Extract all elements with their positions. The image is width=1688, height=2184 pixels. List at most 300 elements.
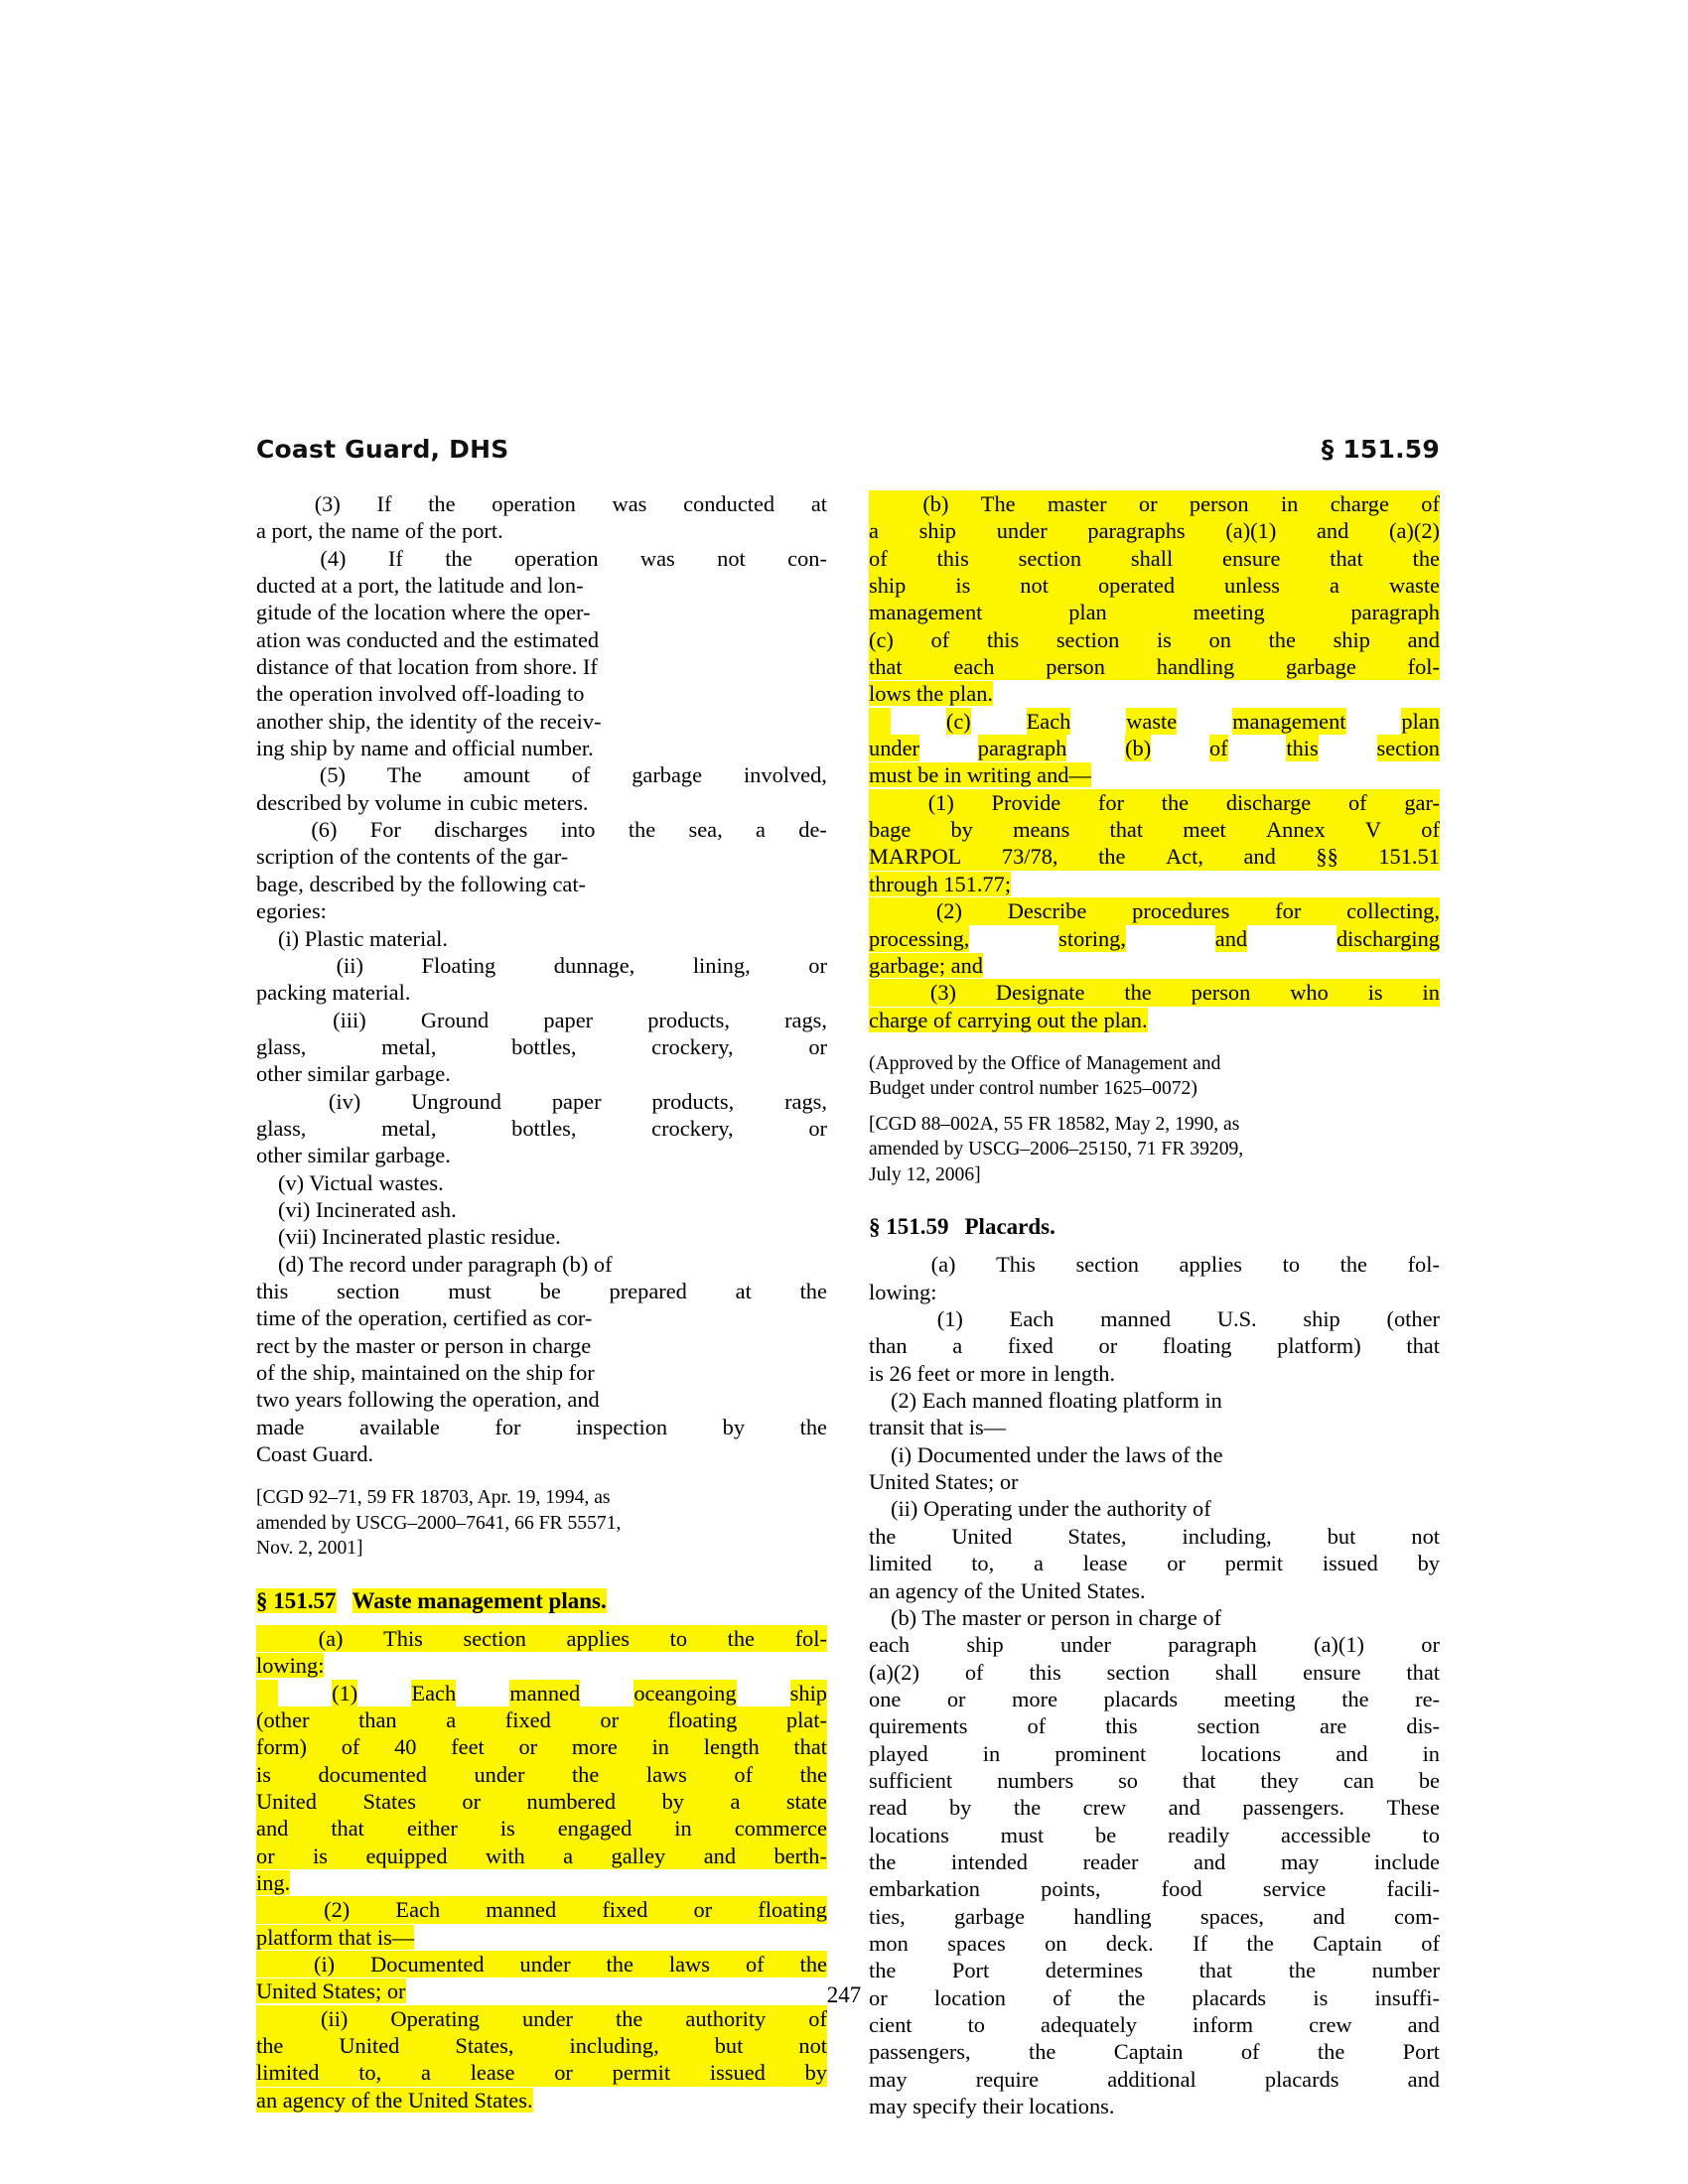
word: not [1020, 573, 1049, 599]
word: available [359, 1414, 440, 1439]
word: in [651, 1734, 669, 1760]
word: amount [463, 762, 530, 788]
word: re- [1415, 1686, 1440, 1711]
word: this [986, 626, 1020, 652]
paragraph-b-151-59 [869, 1604, 1440, 2120]
text-line: distance of that location from shore. If [256, 654, 598, 680]
word: section [1376, 736, 1440, 761]
word: and [1407, 2012, 1440, 2037]
word: unless [1224, 573, 1281, 599]
word: (1) [936, 1306, 963, 1332]
text-line: (d) The record under paragraph (b) of [278, 1251, 613, 1277]
list-item-vii [256, 1223, 827, 1250]
word: (ii) [321, 2005, 349, 2031]
word: under [996, 518, 1048, 544]
word: or [256, 1843, 275, 1868]
word: form) [256, 1734, 307, 1760]
text-line: an agency of the United States. [869, 1577, 1146, 1603]
word: fixed [1007, 1333, 1054, 1359]
word: (2) [324, 1897, 351, 1923]
word: glass, [256, 1115, 307, 1141]
word: for [1097, 789, 1125, 815]
paragraph-a-151-57 [256, 1625, 827, 1680]
word: to [669, 1625, 688, 1651]
word: (iii) [333, 1007, 366, 1032]
word: placards [1103, 1686, 1179, 1711]
word: metal, [381, 1033, 437, 1059]
section-heading-151-59 [869, 1213, 1440, 1241]
word: crockery, [651, 1033, 734, 1059]
word: meeting [1193, 600, 1265, 625]
word: of [1240, 2039, 1260, 2065]
word: the [799, 1761, 827, 1787]
word: this [1286, 736, 1319, 761]
word: ship [869, 573, 907, 599]
word: each [869, 1632, 911, 1658]
word: placards [1264, 2066, 1339, 2092]
text-line: (Approved by the Office of Management and [869, 1052, 1221, 1074]
word: permit [1224, 1551, 1284, 1576]
section-title: Placards. [964, 1214, 1055, 1240]
word: the [1288, 1958, 1317, 1983]
paragraph-d [256, 1251, 827, 1468]
word: the [1268, 626, 1296, 652]
word: passengers. [1242, 1795, 1345, 1821]
word: berth- [774, 1843, 827, 1868]
word: handling [1156, 654, 1235, 680]
word: The [980, 491, 1016, 516]
word: (1) [927, 789, 954, 815]
word: is [499, 1816, 515, 1842]
word: operated [1097, 573, 1176, 599]
word: de- [798, 817, 827, 843]
word: paragraph [977, 736, 1067, 761]
word: means [1013, 817, 1070, 843]
word: Each [1009, 1306, 1055, 1332]
word: galley [611, 1843, 666, 1868]
word: the [1412, 545, 1440, 571]
paragraph-a2ii-151-59 [869, 1495, 1440, 1603]
word: a [420, 2060, 431, 2086]
word: management [869, 600, 983, 625]
word: is [955, 573, 971, 599]
word: fol- [794, 1625, 827, 1651]
word: with [485, 1843, 525, 1868]
word: are [1320, 1713, 1347, 1739]
word: that [1406, 1659, 1440, 1685]
word: fixed [504, 1706, 551, 1732]
word: was [639, 545, 675, 571]
section-number: § 151.57 [256, 1587, 337, 1613]
word: issued [709, 2060, 766, 2086]
word: or [1167, 1551, 1186, 1576]
word: accessible [1280, 1822, 1371, 1847]
word: the [606, 1952, 633, 1977]
running-head [256, 435, 1440, 469]
word: numbers [997, 1767, 1074, 1793]
word: procedures [1132, 898, 1230, 924]
word: is [1156, 626, 1172, 652]
word: sea, [688, 817, 723, 843]
text-line: platform that is— [256, 1924, 415, 1950]
word: a [1330, 573, 1339, 599]
word: ensure [1222, 545, 1281, 571]
word: (b) [922, 491, 949, 516]
word: If [376, 491, 392, 516]
word: limited [869, 1551, 932, 1576]
word: to [1422, 1822, 1440, 1847]
text-line: Coast Guard. [256, 1441, 374, 1467]
word: fixed [602, 1897, 648, 1923]
word: insuffi- [1374, 1984, 1440, 2010]
word: United [951, 1523, 1013, 1549]
word: or [869, 1984, 888, 2010]
word: spaces, [1199, 1903, 1264, 1929]
word: at [810, 491, 827, 516]
word: the [571, 1761, 600, 1787]
word: inform [1193, 2012, 1254, 2037]
word: paragraph [1350, 600, 1440, 625]
word: in [1280, 491, 1299, 516]
paragraph-a2ii-151-57 [256, 2005, 827, 2114]
word: ship [1333, 626, 1370, 652]
running-head-left: Coast Guard, DHS [256, 435, 509, 464]
word: a [1033, 1551, 1044, 1576]
word: of [1027, 1713, 1047, 1739]
word: of [1421, 491, 1440, 516]
word: and [1313, 1903, 1345, 1929]
text-line: amended by USCG–2006–25150, 71 FR 39209, [869, 1139, 1244, 1160]
word: shall [1130, 545, 1174, 571]
paragraph-6 [256, 816, 827, 924]
word: by [948, 1795, 972, 1821]
word: plat- [785, 1706, 827, 1732]
word: at [735, 1278, 752, 1303]
word: Annex [1265, 817, 1326, 843]
word: may [1280, 1848, 1320, 1874]
word: may [869, 2066, 908, 2092]
word: lease [1082, 1551, 1128, 1576]
word: under [869, 736, 919, 761]
word: Provide [991, 789, 1061, 815]
text-line: described by volume in cubic meters. [256, 789, 589, 815]
word: they [1260, 1767, 1299, 1793]
word: location [933, 1984, 1006, 2010]
text-line: egories: [256, 898, 327, 924]
text-line: (vii) Incinerated plastic residue. [278, 1224, 561, 1250]
word: this [256, 1278, 289, 1303]
text-line: gitude of the location where the oper- [256, 600, 591, 625]
word: manned [1100, 1306, 1172, 1332]
word: the [445, 545, 473, 571]
word: length [703, 1734, 760, 1760]
word: the [1118, 1984, 1146, 2010]
word: paper [543, 1007, 594, 1032]
source-note-151-57 [869, 1112, 1440, 1188]
word: garbage [632, 762, 703, 788]
right-column [869, 490, 1440, 2119]
word: and [703, 1843, 737, 1868]
paragraph-b-151-55 [869, 490, 1440, 708]
word: Unground [411, 1088, 501, 1114]
word: quirements [869, 1713, 968, 1739]
word: including, [569, 2033, 659, 2059]
word: (a)(2) [1389, 518, 1440, 544]
word: If [1193, 1930, 1208, 1956]
word: rags, [784, 1088, 827, 1114]
word: or [693, 1897, 713, 1923]
page-folio: 247 [826, 1982, 862, 2007]
text-line: ing ship by name and official number. [256, 736, 594, 761]
word: This [996, 1252, 1036, 1278]
word: feet [451, 1734, 485, 1760]
word: Describe [1007, 898, 1087, 924]
text-line: packing material. [256, 980, 411, 1006]
word: or [808, 1033, 827, 1059]
text-line: lows the plan. [869, 681, 993, 707]
word: or [600, 1706, 620, 1732]
word: ties, [869, 1903, 906, 1929]
text-line: charge of carrying out the plan. [869, 1007, 1148, 1032]
word: 73/78, [1001, 844, 1058, 870]
word: sufficient [869, 1767, 953, 1793]
word: each [953, 654, 995, 680]
text-line: two years following the operation, and [256, 1387, 600, 1413]
word: under [1059, 1632, 1111, 1658]
word: under [521, 2005, 573, 2031]
word: the [616, 2005, 643, 2031]
word: of [1421, 817, 1440, 843]
word: (1) [332, 1680, 358, 1706]
word: or [462, 1788, 482, 1814]
word: States [362, 1788, 416, 1814]
paragraph-5 [256, 761, 827, 816]
word: of [930, 626, 950, 652]
word: adequately [1041, 2012, 1138, 2037]
word: (a)(2) [869, 1659, 919, 1685]
word: and [1214, 925, 1248, 951]
word: by [722, 1414, 746, 1439]
word: ship [918, 518, 956, 544]
word: applies [566, 1625, 630, 1651]
paragraph-c2-151-57 [869, 897, 1440, 979]
word: (4) [320, 545, 347, 571]
word: embarkation [869, 1876, 980, 1902]
word: and [256, 1816, 289, 1842]
word: waste [1126, 708, 1178, 734]
word: fol- [1407, 1252, 1440, 1278]
word: the [1098, 844, 1126, 870]
word: must [1000, 1822, 1045, 1847]
word: plan [1401, 708, 1440, 734]
word: crockery, [651, 1115, 734, 1141]
word: be [1095, 1822, 1117, 1847]
word: and [1168, 1795, 1200, 1821]
word: by [950, 817, 973, 843]
word: that [1182, 1767, 1216, 1793]
word: For [369, 817, 401, 843]
word: (iv) [328, 1088, 361, 1114]
section-title: Waste management plans. [352, 1587, 607, 1613]
text-line: the operation involved off-loading to [256, 681, 585, 707]
word: of [734, 1761, 754, 1787]
word: numbered [526, 1788, 617, 1814]
word: in [1422, 1740, 1440, 1766]
word: who [1290, 980, 1329, 1006]
word: permit [612, 2060, 671, 2086]
word: paragraph [1168, 1632, 1257, 1658]
word: The [386, 762, 422, 788]
word: and [1194, 1848, 1226, 1874]
word: this [1105, 1713, 1138, 1739]
word: discharges [434, 817, 528, 843]
word: (a) [318, 1625, 344, 1651]
word: readily [1167, 1822, 1230, 1847]
word: require [975, 2066, 1040, 2092]
word: These [1386, 1795, 1440, 1821]
word: If [387, 545, 403, 571]
word: Each [1026, 708, 1071, 734]
word: and [1407, 626, 1440, 652]
list-item-vi [256, 1196, 827, 1223]
word: either [406, 1816, 458, 1842]
word: the [727, 1625, 755, 1651]
word: facili- [1386, 1876, 1440, 1902]
word: conducted [683, 491, 775, 516]
word: 151.51 [1378, 844, 1440, 870]
word: operation [513, 545, 599, 571]
word: (other [1386, 1306, 1440, 1332]
word: the [1013, 1795, 1042, 1821]
word: limited [256, 2060, 320, 2086]
word: metal, [381, 1115, 437, 1141]
word: (a)(1) [1314, 1632, 1364, 1658]
word: and [1336, 1740, 1368, 1766]
list-item-iv [256, 1088, 827, 1169]
word: dunnage, [553, 952, 635, 978]
word: (i) [314, 1952, 336, 1977]
word: Documented [370, 1952, 485, 1977]
word: section [463, 1625, 526, 1651]
word: garbage [1285, 654, 1356, 680]
word: garbage [954, 1903, 1025, 1929]
word: not [1411, 1523, 1440, 1549]
word: mon [869, 1930, 909, 1956]
word: com- [1393, 1903, 1440, 1929]
word: under [474, 1761, 525, 1787]
word: discharge [1225, 789, 1312, 815]
word: (c) [869, 626, 894, 652]
word: (c) [945, 708, 971, 734]
paragraph-a2-151-59 [869, 1387, 1440, 1441]
left-column [256, 490, 827, 2114]
list-item-ii [256, 952, 827, 1007]
word: including, [1182, 1523, 1272, 1549]
paragraph-a1-151-57 [256, 1680, 827, 1897]
word: that [331, 1816, 364, 1842]
word: inspection [576, 1414, 668, 1439]
text-line: ation was conducted and the estimated [256, 626, 600, 652]
word: not [717, 545, 746, 571]
word: meeting [1223, 1686, 1296, 1711]
word: to [967, 2012, 985, 2037]
word: laws [645, 1761, 687, 1787]
word: ship [789, 1680, 827, 1706]
text-line: (2) Each manned floating platform in [891, 1388, 1222, 1414]
word: charge [1330, 491, 1389, 516]
text-line: [CGD 88–002A, 55 FR 18582, May 2, 1990, as [869, 1113, 1240, 1135]
word: that [1109, 817, 1144, 843]
word: (6) [311, 817, 338, 843]
text-line: through 151.77; [869, 871, 1012, 896]
text-line: July 12, 2006] [869, 1163, 981, 1185]
word: commerce [734, 1816, 827, 1842]
word: include [1374, 1848, 1440, 1874]
word: floating [667, 1706, 738, 1732]
word: glass, [256, 1033, 307, 1059]
word: the [256, 2033, 284, 2059]
word: rags, [784, 1007, 827, 1032]
word: for [1275, 898, 1302, 924]
word: a [563, 1843, 574, 1868]
word: or [1138, 491, 1158, 516]
word: cient [869, 2012, 913, 2037]
running-head-right: § 151.59 [1321, 435, 1440, 464]
word: Port [1402, 2039, 1440, 2065]
text-line: ing. [256, 1869, 291, 1895]
word: documented [318, 1761, 427, 1787]
paragraph-3 [256, 490, 827, 545]
word: passengers, [869, 2039, 971, 2065]
word: meet [1183, 817, 1226, 843]
text-line: (vi) Incinerated ash. [278, 1196, 457, 1222]
word: the [1341, 1686, 1369, 1711]
word: service [1262, 1876, 1327, 1902]
word: crew [1309, 2012, 1352, 2037]
word: by [804, 2060, 827, 2086]
text-line: garbage; and [869, 952, 984, 978]
list-item-i [256, 925, 827, 952]
word: the [1161, 789, 1190, 815]
word: 40 [394, 1734, 417, 1760]
word: ensure [1303, 1659, 1361, 1685]
text-line: United States; or [256, 1979, 406, 2004]
text-line: scription of the contents of the gar- [256, 844, 569, 870]
word: shall [1214, 1659, 1258, 1685]
word: or [518, 1734, 538, 1760]
word: paper [551, 1088, 602, 1114]
word: the [1317, 2039, 1345, 2065]
word: manned [509, 1680, 581, 1706]
word: the [799, 1278, 827, 1303]
word: a [756, 817, 766, 843]
word: food [1161, 1876, 1202, 1902]
text-line: other similar garbage. [256, 1143, 451, 1168]
word: or [554, 2060, 573, 2086]
word: not [798, 2033, 827, 2059]
word: or [1421, 1632, 1440, 1658]
word: deck. [1105, 1930, 1154, 1956]
word: Operating [390, 2005, 480, 2031]
text-line: Nov. 2, 2001] [256, 1538, 363, 1560]
text-line: [CGD 92–71, 59 FR 18703, Apr. 19, 1994, as [256, 1487, 611, 1509]
text-line: (ii) Operating under the authority of [891, 1496, 1211, 1522]
word: processing, [869, 925, 970, 951]
word: to [1282, 1252, 1301, 1278]
list-item-v [256, 1169, 827, 1196]
word: person [1046, 654, 1105, 680]
word: bottles, [511, 1033, 577, 1059]
